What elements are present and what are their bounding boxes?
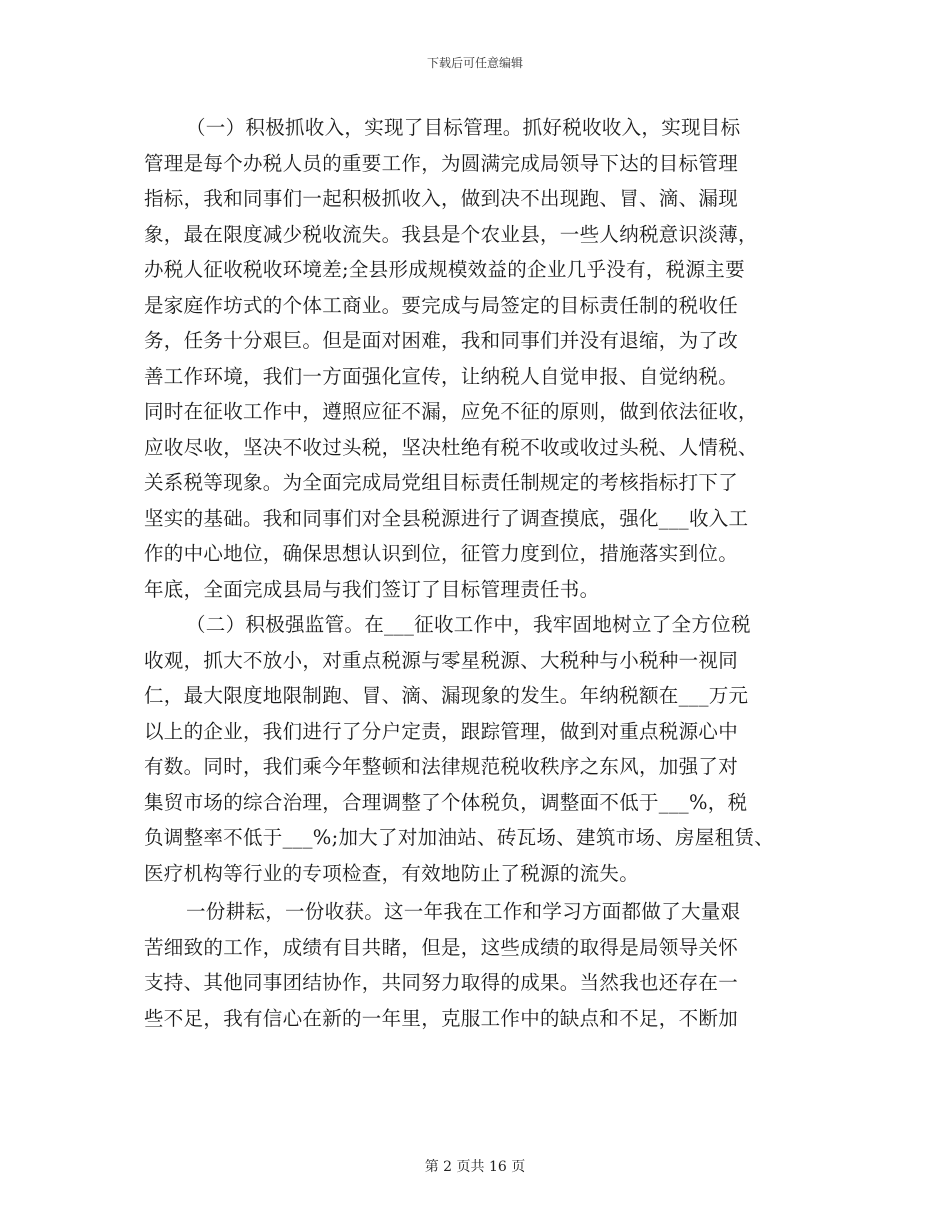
text-line: 有数。同时，我们乘今年整顿和法律规范税收秩序之东风，加强了对	[144, 755, 739, 778]
text-line: 年底，全面完成县局与我们签订了目标管理责任书。	[144, 577, 600, 601]
text-line: 善工作环境，我们一方面强化宣传，让纳税人自觉申报、自觉纳税。	[144, 364, 739, 388]
text-line: 是家庭作坊式的个体工商业。要完成与局签定的目标责任制的税收任	[144, 293, 739, 317]
text-line: 苦细致的工作，成绩有目共睹，但是，这些成绩的取得是局领导关怀	[144, 935, 739, 959]
text-line: （二）积极强监管。在___征收工作中，我牢固地树立了全方位税	[186, 613, 751, 636]
text-line: 管理是每个办税人员的重要工作，为圆满完成局领导下达的目标管理	[144, 151, 739, 175]
text-line: 作的中心地位，确保思想认识到位，征管力度到位，措施落实到位。	[144, 542, 739, 565]
paragraph-1	[144, 110, 816, 607]
text-line: 坚实的基础。我和同事们对全县税源进行了调查摸底，强化___收入工	[144, 506, 749, 530]
text-line: 指标，我和同事们一起积极抓收入，做到决不出现跑、冒、滴、漏现	[144, 187, 739, 210]
text-line: 同时在征收工作中，遵照应征不漏，应免不征的原则，做到依法征收，	[144, 400, 758, 423]
text-line: 应收尽收，坚决不收过头税，坚决杜绝有税不收或收过头税、人情税、	[144, 435, 758, 459]
text-line: 负调整率不低于___%;加大了对加油站、砖瓦场、建筑市场、房屋租赁、	[144, 826, 775, 849]
text-line: 务，任务十分艰巨。但是面对困难，我和同事们并没有退缩，为了改	[144, 329, 739, 352]
paragraph-3	[144, 894, 816, 1036]
text-line: （一）积极抓收入，实现了目标管理。抓好税收收入，实现目标	[186, 116, 741, 139]
text-line: 集贸市场的综合治理，合理调整了个体税负，调整面不低于___%，税	[144, 790, 748, 814]
text-line: 办税人征收税收环境差;全县形成规模效益的企业几乎没有，税源主要	[144, 258, 745, 281]
text-line: 些不足，我有信心在新的一年里，克服工作中的缺点和不足，不断加	[144, 1006, 739, 1030]
text-line: 支持、其他同事团结协作，共同努力取得的成果。当然我也还存在一	[144, 971, 739, 994]
page-number: 第 2 页共 16 页	[424, 1159, 526, 1175]
text-line: 一份耕耘，一份收获。这一年我在工作和学习方面都做了大量艰	[186, 900, 741, 923]
text-line: 以上的企业，我们进行了分户定责，跟踪管理，做到对重点税源心中	[144, 719, 739, 743]
page-header: 下载后可任意编辑	[426, 56, 523, 70]
text-line: 象，最在限度减少税收流失。我县是个农业县，一些人纳税意识淡薄，	[144, 222, 758, 246]
text-line: 医疗机构等行业的专项检查，有效地防止了税源的流失。	[144, 861, 640, 885]
text-line: 收观，抓大不放小，对重点税源与零星税源、大税种与小税种一视同	[144, 648, 739, 672]
document-body	[144, 110, 816, 1036]
paragraph-2	[144, 607, 816, 891]
text-line: 关系税等现象。为全面完成局党组目标责任制规定的考核指标打下了	[144, 471, 739, 494]
text-line: 仁，最大限度地限制跑、冒、滴、漏现象的发生。年纳税额在___万元	[144, 684, 749, 707]
